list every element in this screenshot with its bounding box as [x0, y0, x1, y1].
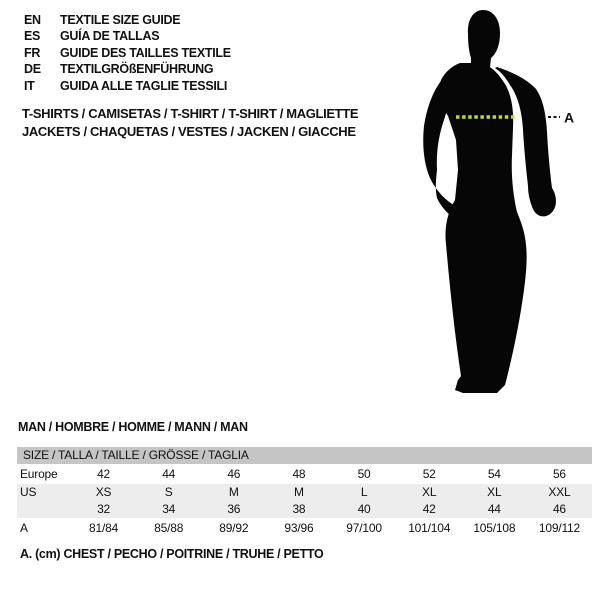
lang-row-es — [24, 28, 231, 44]
row-label: US — [20, 485, 37, 499]
cell: 50 — [357, 467, 371, 481]
row-label — [17, 501, 71, 518]
cell: S — [164, 485, 173, 499]
lang-row-fr — [24, 45, 231, 61]
lang-code: EN — [24, 13, 41, 27]
lang-label: TEXTILGRÖßENFÜHRUNG — [60, 62, 214, 77]
size-table — [17, 447, 592, 538]
cell: XL — [422, 485, 437, 499]
table-row-europe — [17, 464, 592, 484]
cell: 32 — [97, 502, 111, 516]
cell: 52 — [422, 467, 436, 481]
table-header-size: SIZE / TALLA / TAILLE / GRÖSSE / TAGLIA — [17, 447, 592, 464]
cell: L — [360, 485, 368, 499]
lang-row-en — [24, 12, 231, 28]
cell: 44 — [487, 502, 501, 516]
table-row-us — [17, 484, 592, 501]
man-silhouette-figure — [395, 5, 585, 400]
cell: 81/84 — [89, 521, 119, 535]
lang-label: GUÍA DE TALLAS — [60, 29, 160, 44]
cell: 46 — [227, 467, 241, 481]
cell: 42 — [422, 502, 436, 516]
cell: XXL — [548, 485, 571, 499]
silhouette-body — [440, 63, 527, 393]
cell: 93/96 — [284, 521, 314, 535]
cell: 97/100 — [346, 521, 382, 535]
lang-code: DE — [24, 62, 41, 77]
measure-label-a: A — [564, 109, 575, 126]
cell: XS — [95, 485, 112, 499]
lang-code: FR — [24, 45, 41, 60]
cell: 38 — [292, 502, 306, 516]
cell: 48 — [292, 467, 306, 481]
category-line-jackets: JACKETS / CHAQUETAS / VESTES / JACKEN / GIACCHE — [22, 124, 356, 139]
cell: M — [228, 485, 239, 499]
cell: 105/108 — [473, 521, 516, 535]
lang-row-it — [24, 78, 231, 94]
cell: 36 — [227, 502, 241, 516]
measurement-footnote: A. (cm) CHEST / PECHO / POITRINE / TRUHE / PETTO — [20, 547, 324, 561]
language-title-list — [24, 12, 231, 94]
lang-label: GUIDE DES TAILLES TEXTILE — [60, 45, 231, 60]
cell: 109/112 — [538, 521, 580, 535]
cell: XL — [487, 485, 502, 499]
man-silhouette-svg — [395, 5, 585, 400]
row-label: Europe — [20, 467, 58, 481]
cell: M — [294, 485, 304, 499]
table-row-chest-cm — [17, 518, 592, 538]
lang-code: ES — [24, 29, 41, 44]
cell: 101/104 — [408, 521, 451, 535]
lang-label: TEXTILE SIZE GUIDE — [60, 13, 181, 27]
lang-row-de — [24, 61, 231, 77]
cell: 42 — [97, 467, 111, 481]
cell: 56 — [552, 467, 566, 481]
cell: 44 — [162, 467, 176, 481]
category-lines — [22, 105, 358, 141]
category-line-tshirts: T-SHIRTS / CAMISETAS / T-SHIRT / T-SHIRT / MAGLIETTE — [22, 106, 359, 121]
cell: 89/92 — [219, 521, 249, 535]
cell: 40 — [357, 502, 371, 516]
cell: 34 — [162, 502, 176, 516]
lang-label: GUIDA ALLE TAGLIE TESSILI — [60, 78, 228, 93]
cell: 85/88 — [154, 521, 184, 535]
cell: 54 — [487, 467, 501, 481]
table-row-numeric — [17, 501, 592, 518]
silhouette-head — [468, 10, 500, 67]
lang-code: IT — [24, 78, 35, 93]
section-title-man: MAN / HOMBRE / HOMME / MANN / MAN — [18, 420, 248, 434]
row-label: A — [20, 521, 28, 535]
cell: 46 — [552, 502, 566, 516]
